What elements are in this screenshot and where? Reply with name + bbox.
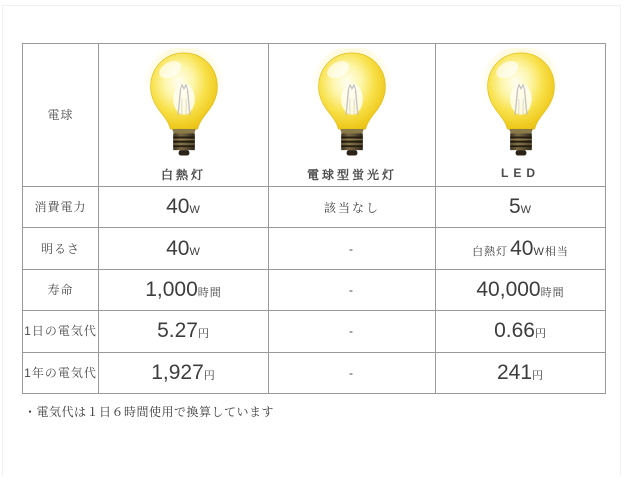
lightbulb-icon (306, 48, 398, 158)
cell-incandescent-brightness: 40W (99, 228, 269, 269)
table-row-brightness (23, 228, 606, 269)
bulb-comparison-table (22, 43, 606, 394)
column-label: 電球型蛍光灯 (306, 168, 397, 182)
row-header: 消費電力 (23, 187, 99, 228)
corner-label: 電球 (47, 108, 74, 122)
lightbulb-icon (138, 48, 230, 158)
table-row-power (23, 187, 606, 228)
row-header: 明るさ (23, 228, 99, 269)
column-label: LED (501, 166, 540, 180)
corner-header-cell (23, 44, 99, 187)
column-label: 白熱灯 (160, 168, 206, 182)
cell-incandescent-yearly-cost: 1,927円 (99, 352, 269, 393)
cell-incandescent-lifespan: 1,000時間 (99, 269, 269, 310)
table-row-lifespan (23, 269, 606, 310)
lightbulb-icon (475, 48, 567, 158)
cell-led-daily-cost: 0.66円 (436, 311, 606, 352)
cell-led-yearly-cost: 241円 (436, 352, 606, 393)
cell-fluorescent-yearly-cost: - (269, 352, 436, 393)
cell-fluorescent-lifespan: - (269, 269, 436, 310)
cell-fluorescent-power: 該当なし (269, 187, 436, 228)
row-header: 1年の電気代 (23, 352, 99, 393)
row-header: 1日の電気代 (23, 311, 99, 352)
column-header-led (436, 44, 606, 187)
table-row-daily-cost (23, 311, 606, 352)
cell-incandescent-power: 40W (99, 187, 269, 228)
column-header-incandescent (99, 44, 269, 187)
footnote: ・電気代は１日６時間使用で換算しています (24, 405, 275, 419)
cell-fluorescent-daily-cost: - (269, 311, 436, 352)
column-header-fluorescent (269, 44, 436, 187)
cell-fluorescent-brightness: - (269, 228, 436, 269)
cell-led-power: 5W (436, 187, 606, 228)
cell-led-brightness: 白熱灯40W相当 (436, 228, 606, 269)
table-row-yearly-cost (23, 352, 606, 393)
row-header: 寿命 (23, 269, 99, 310)
cell-led-lifespan: 40,000時間 (436, 269, 606, 310)
table-header-row (23, 44, 606, 187)
cell-incandescent-daily-cost: 5.27円 (99, 311, 269, 352)
